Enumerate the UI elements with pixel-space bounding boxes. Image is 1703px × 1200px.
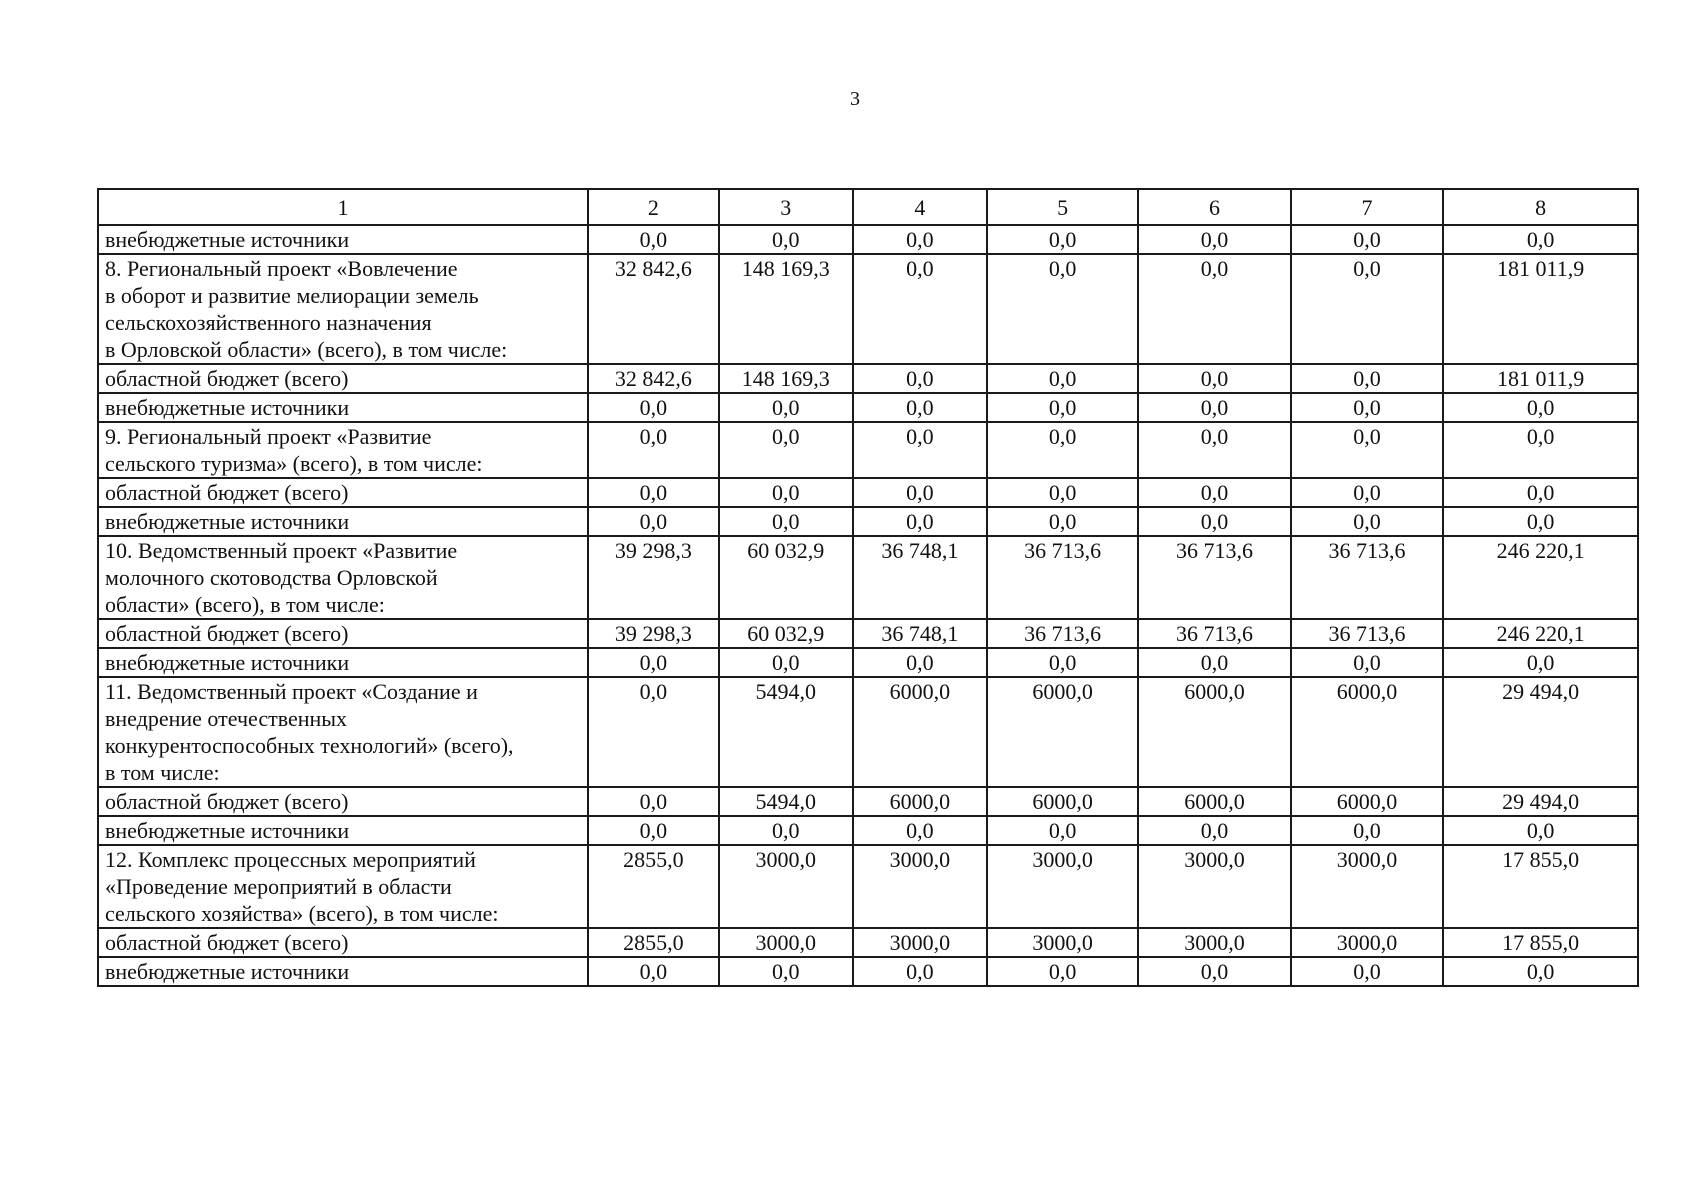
table-row [98,225,1638,254]
table-row [98,254,1638,364]
value-cell: 0,0 [1443,648,1638,677]
value-cell: 6000,0 [853,677,987,787]
value-cell: 0,0 [1443,422,1638,478]
value-cell: 0,0 [1443,507,1638,536]
table-body [98,225,1638,986]
value-cell: 0,0 [1291,422,1443,478]
value-cell: 0,0 [853,478,987,507]
value-cell: 0,0 [588,422,719,478]
column-header: 4 [853,189,987,225]
value-cell: 32 842,6 [588,254,719,364]
value-cell: 0,0 [719,225,853,254]
value-cell: 0,0 [1291,225,1443,254]
value-cell: 0,0 [719,507,853,536]
value-cell: 0,0 [987,422,1138,478]
value-cell: 0,0 [853,957,987,986]
value-cell: 3000,0 [719,928,853,957]
value-cell: 0,0 [1291,816,1443,845]
value-cell: 0,0 [853,507,987,536]
value-cell: 0,0 [1138,957,1290,986]
value-cell: 0,0 [719,648,853,677]
table-row [98,536,1638,619]
value-cell: 0,0 [987,507,1138,536]
value-cell: 0,0 [1138,225,1290,254]
row-label: 9. Региональный проект «Развитие сельского туризма» (всего), в том числе: [98,422,588,478]
value-cell: 0,0 [1138,816,1290,845]
row-label: 10. Ведомственный проект «Развитие молочного скотоводства Орловской области» (всего), в том числе: [98,536,588,619]
value-cell: 0,0 [1443,816,1638,845]
page-number: 3 [850,88,860,110]
value-cell: 0,0 [719,957,853,986]
value-cell: 29 494,0 [1443,787,1638,816]
value-cell: 0,0 [853,254,987,364]
value-cell: 0,0 [987,648,1138,677]
value-cell: 0,0 [853,648,987,677]
value-cell: 39 298,3 [588,536,719,619]
column-header: 6 [1138,189,1290,225]
value-cell: 0,0 [719,478,853,507]
value-cell: 0,0 [719,422,853,478]
row-label: внебюджетные источники [98,393,588,422]
value-cell: 36 713,6 [1138,619,1290,648]
table-row [98,928,1638,957]
value-cell: 181 011,9 [1443,364,1638,393]
value-cell: 0,0 [987,393,1138,422]
value-cell: 36 713,6 [1291,619,1443,648]
value-cell: 0,0 [719,816,853,845]
value-cell: 148 169,3 [719,364,853,393]
value-cell: 3000,0 [1291,928,1443,957]
value-cell: 3000,0 [987,845,1138,928]
value-cell: 60 032,9 [719,536,853,619]
value-cell: 3000,0 [987,928,1138,957]
value-cell: 0,0 [588,787,719,816]
value-cell: 0,0 [1291,478,1443,507]
value-cell: 0,0 [987,816,1138,845]
value-cell: 3000,0 [853,845,987,928]
value-cell: 0,0 [853,225,987,254]
row-label: внебюджетные источники [98,648,588,677]
value-cell: 0,0 [1138,422,1290,478]
row-label: внебюджетные источники [98,816,588,845]
table-row [98,957,1638,986]
value-cell: 0,0 [1291,507,1443,536]
row-label: областной бюджет (всего) [98,364,588,393]
table-row [98,787,1638,816]
value-cell: 0,0 [588,225,719,254]
value-cell: 6000,0 [987,677,1138,787]
value-cell: 0,0 [853,816,987,845]
value-cell: 2855,0 [588,928,719,957]
row-label: внебюджетные источники [98,507,588,536]
value-cell: 0,0 [1443,478,1638,507]
value-cell: 246 220,1 [1443,619,1638,648]
value-cell: 36 748,1 [853,536,987,619]
value-cell: 0,0 [853,422,987,478]
value-cell: 0,0 [588,507,719,536]
column-header: 8 [1443,189,1638,225]
value-cell: 181 011,9 [1443,254,1638,364]
value-cell: 0,0 [1291,648,1443,677]
value-cell: 0,0 [1443,225,1638,254]
row-label: 12. Комплекс процессных мероприятий «Проведение мероприятий в области сельского хозяйства» (всего), в том числе: [98,845,588,928]
value-cell: 0,0 [987,957,1138,986]
value-cell: 0,0 [1291,957,1443,986]
value-cell: 36 748,1 [853,619,987,648]
row-label: внебюджетные источники [98,957,588,986]
row-label: 11. Ведомственный проект «Создание и внедрение отечественных конкурентоспособных технологий» (всего), в том числе: [98,677,588,787]
value-cell: 17 855,0 [1443,928,1638,957]
value-cell: 0,0 [588,816,719,845]
value-cell: 0,0 [1138,393,1290,422]
value-cell: 0,0 [1291,254,1443,364]
value-cell: 5494,0 [719,787,853,816]
value-cell: 17 855,0 [1443,845,1638,928]
value-cell: 29 494,0 [1443,677,1638,787]
value-cell: 0,0 [1291,393,1443,422]
value-cell: 36 713,6 [987,619,1138,648]
table-row [98,845,1638,928]
value-cell: 0,0 [1138,254,1290,364]
value-cell: 6000,0 [1138,787,1290,816]
value-cell: 0,0 [1138,507,1290,536]
value-cell: 0,0 [987,478,1138,507]
value-cell: 6000,0 [987,787,1138,816]
table-row [98,507,1638,536]
value-cell: 0,0 [1138,478,1290,507]
table-header-row [98,189,1638,225]
row-label: областной бюджет (всего) [98,787,588,816]
table-row [98,677,1638,787]
value-cell: 0,0 [987,225,1138,254]
value-cell: 0,0 [588,393,719,422]
value-cell: 6000,0 [1138,677,1290,787]
value-cell: 0,0 [987,254,1138,364]
value-cell: 0,0 [1138,364,1290,393]
column-header: 2 [588,189,719,225]
value-cell: 60 032,9 [719,619,853,648]
column-header: 5 [987,189,1138,225]
budget-table [97,188,1639,987]
column-header: 3 [719,189,853,225]
value-cell: 36 713,6 [1291,536,1443,619]
value-cell: 148 169,3 [719,254,853,364]
table-row [98,422,1638,478]
value-cell: 0,0 [588,478,719,507]
value-cell: 0,0 [1443,957,1638,986]
table-row [98,816,1638,845]
value-cell: 39 298,3 [588,619,719,648]
value-cell: 3000,0 [1138,845,1290,928]
value-cell: 2855,0 [588,845,719,928]
value-cell: 3000,0 [1138,928,1290,957]
row-label: внебюджетные источники [98,225,588,254]
value-cell: 0,0 [1443,393,1638,422]
value-cell: 0,0 [1138,648,1290,677]
value-cell: 0,0 [987,364,1138,393]
table-row [98,478,1638,507]
value-cell: 5494,0 [719,677,853,787]
table-row [98,619,1638,648]
row-label: областной бюджет (всего) [98,928,588,957]
value-cell: 6000,0 [853,787,987,816]
value-cell: 32 842,6 [588,364,719,393]
table-row [98,364,1638,393]
value-cell: 0,0 [853,364,987,393]
column-header: 1 [98,189,588,225]
value-cell: 0,0 [1291,364,1443,393]
value-cell: 6000,0 [1291,677,1443,787]
value-cell: 6000,0 [1291,787,1443,816]
row-label: областной бюджет (всего) [98,478,588,507]
table-row [98,393,1638,422]
value-cell: 0,0 [719,393,853,422]
value-cell: 0,0 [853,393,987,422]
value-cell: 3000,0 [719,845,853,928]
value-cell: 0,0 [588,957,719,986]
value-cell: 3000,0 [853,928,987,957]
table-row [98,648,1638,677]
value-cell: 246 220,1 [1443,536,1638,619]
row-label: областной бюджет (всего) [98,619,588,648]
value-cell: 36 713,6 [1138,536,1290,619]
value-cell: 3000,0 [1291,845,1443,928]
value-cell: 36 713,6 [987,536,1138,619]
row-label: 8. Региональный проект «Вовлечение в оборот и развитие мелиорации земель сельскохозяйственного назначения в Орловской области» (всего), в том числе: [98,254,588,364]
value-cell: 0,0 [588,648,719,677]
value-cell: 0,0 [588,677,719,787]
column-header: 7 [1291,189,1443,225]
